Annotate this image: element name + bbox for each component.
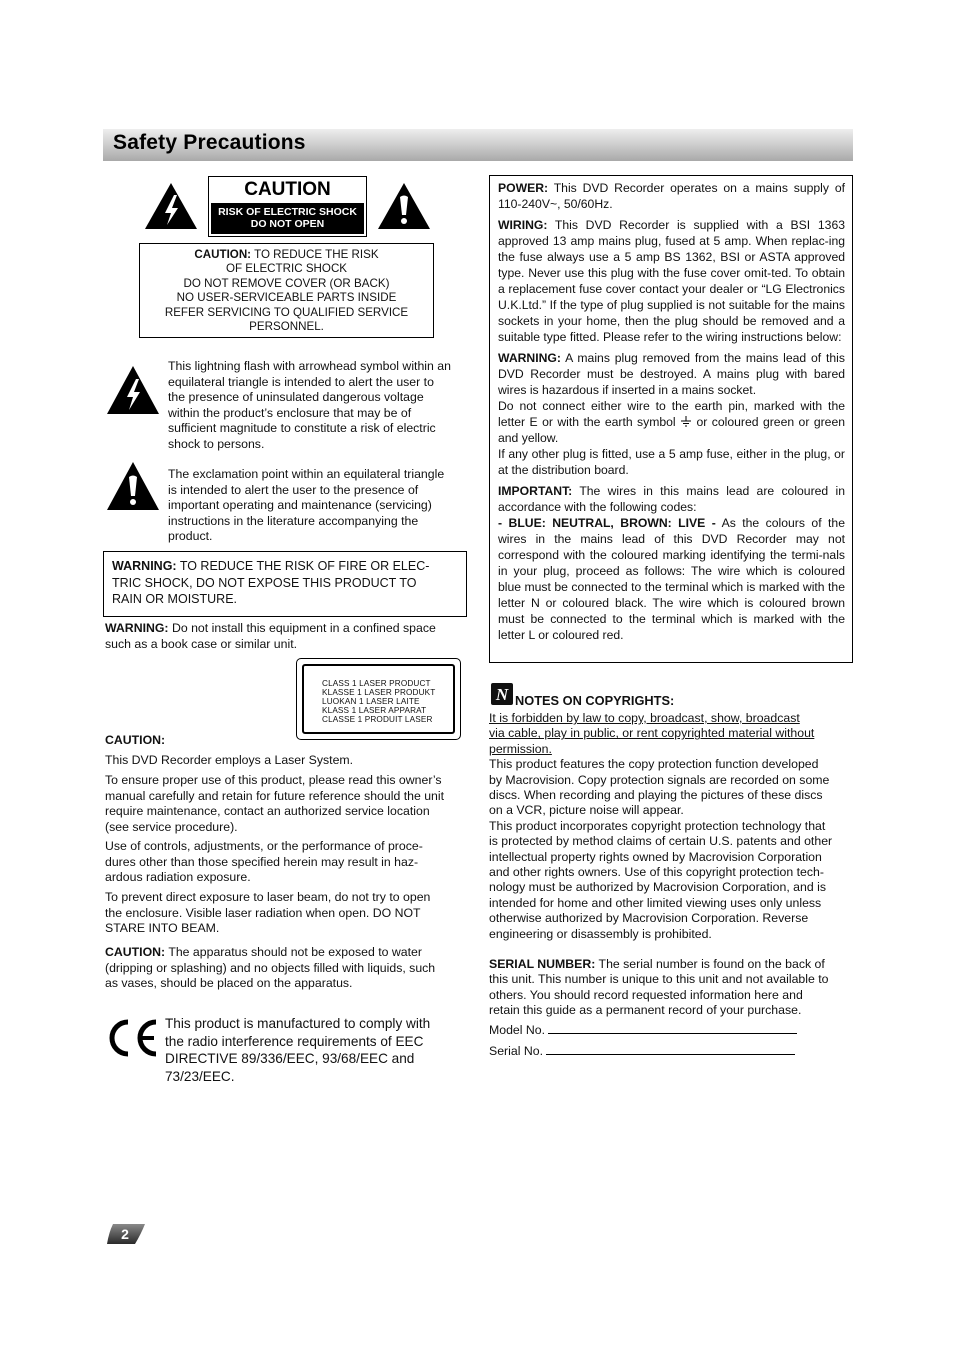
text-line: and other rights owners. Use of this copyright protection tech-: [489, 865, 824, 880]
copyright-heading: NOTES ON COPYRIGHTS:: [515, 693, 675, 708]
caution-label-title: CAUTION: [244, 179, 331, 200]
page-number-badge: [105, 1222, 146, 1246]
text-line: engineering or disassembly is prohibited.: [489, 926, 712, 941]
serial-number-section: [489, 957, 854, 1019]
laser-label-line: KLASSE 1 LASER PRODUKT: [322, 688, 436, 697]
warning-box: [103, 551, 467, 617]
text-line: the presence of uninsulated dangerous voltage: [168, 390, 424, 405]
text-line: otherwise authorized by Macrovision Corporation. Reverse: [489, 911, 809, 926]
caution-box-line3: DO NOT REMOVE COVER (OR BACK): [183, 276, 390, 290]
text-line: by Macrovision. Copy protection signals are recorded on some: [489, 772, 830, 787]
caution-label-subtitle: [211, 203, 364, 234]
mains-warning-lead: WARNING:: [498, 351, 561, 365]
caution-box: [139, 243, 434, 338]
text-line: (see service procedure).: [105, 819, 238, 834]
text-line: on a VCR, picture noise will appear.: [489, 803, 684, 818]
text-line: To ensure proper use of this product, please read this owner’s: [105, 773, 442, 787]
text-line: is protected by method claims of certain U.S. patents and other: [489, 834, 833, 849]
caution-label-line1: RISK OF ELECTRIC SHOCK: [218, 206, 357, 218]
text-line: 73/23/EEC.: [165, 1068, 235, 1084]
caution-laser-p3: [105, 839, 470, 886]
model-number-field[interactable]: [548, 1022, 797, 1034]
model-number-label: Model No.: [489, 1023, 546, 1037]
caution-box-lead: CAUTION:: [194, 248, 252, 261]
earth-text-b: or coloured green or green and yellow.: [498, 415, 845, 445]
mains-warning-text: A mains plug removed from the mains lead of this DVD Recorder must be destroyed. A mains plug with bared wires is hazardous if inserted in a mains socket.: [498, 351, 845, 397]
text-line: DIRECTIVE 89/336/EEC, 93/68/EEC and: [165, 1051, 415, 1066]
text-line: dures other than those specified herein may result in haz-: [105, 854, 419, 869]
power-paragraph: [498, 180, 845, 212]
text-line: intellectual property rights owned by Macrovision Corporation: [489, 849, 822, 864]
wiring-text: This DVD Recorder is supplied with a BSI 1363 approved 13 amp mains plug, fused at 5 amp. When replac-ing the fuse always use a 5 amp BS 1362, BSI or ASTA approved type. Never use this plug with the fuse cover omit-ted. To obtain a replacement fuse cover contact your dealer or “LG Electronics U.K.Ltd.” If the type of plug supplied is not suitable for the mains sockets in your home, then the plug should be removed and a suitable type fitted. Please refer to the wiring instructions below:: [498, 218, 845, 344]
caution-box-line4: NO USER-SERVICEABLE PARTS INSIDE: [176, 291, 397, 305]
page-number: 2: [121, 1226, 129, 1242]
caution-water-lead: CAUTION:: [105, 945, 166, 959]
power-text: This DVD Recorder operates on a mains supply of 110-240V~, 50/60Hz.: [498, 181, 845, 211]
important-text: The wires in this mains lead are coloured in accordance with the following codes:: [498, 484, 845, 514]
note-icon: [491, 683, 513, 705]
caution-label-line2: DO NOT OPEN: [250, 218, 325, 230]
text-line: It is forbidden by law to copy, broadcast, show, broadcast: [489, 711, 800, 725]
warning-box-lead: WARNING:: [112, 559, 177, 573]
lightning-warning-icon: [143, 181, 199, 231]
text-line: is intended to alert the user to the presence of: [168, 482, 419, 497]
caution-box-line6: PERSONNEL.: [249, 320, 324, 334]
model-number-row: [489, 1022, 797, 1038]
text-line: important operating and maintenance (servicing): [168, 498, 432, 513]
wiring-paragraph: [498, 217, 845, 345]
note-icon-letter: N: [495, 685, 509, 704]
caution-laser-p2: [105, 773, 470, 835]
laser-label-line: CLASSE 1 PRODUIT LASER: [322, 715, 433, 724]
warning-box-line1: TO REDUCE THE RISK OF FIRE OR ELEC-: [176, 559, 430, 573]
earth-text-a: Do not connect either wire to the earth pin, marked with the letter E or with the earth symbol: [498, 399, 845, 429]
text-line: The exclamation point within an equilateral triangle: [168, 467, 445, 481]
serial-number-field[interactable]: [546, 1043, 795, 1055]
text-line: This product features the copy protection function developed: [489, 757, 819, 772]
power-lead: POWER:: [498, 181, 549, 195]
caution-laser-p4: [105, 890, 470, 937]
mains-warning-paragraph: [498, 350, 845, 398]
text-line: To prevent direct exposure to laser beam, do not try to open: [105, 890, 431, 904]
caution-laser-heading: CAUTION:: [105, 733, 166, 747]
mains-supply-box: [489, 175, 853, 663]
laser-label-line: CLASS 1 LASER PRODUCT: [322, 679, 431, 688]
warning-install: [105, 621, 470, 652]
wire-codes-paragraph: [498, 515, 845, 643]
ce-compliance-text: [165, 1015, 465, 1085]
lightning-symbol-text: [168, 359, 468, 453]
ce-mark-icon: [104, 1016, 160, 1060]
fuse-paragraph: If any other plug is fitted, use a 5 amp fuse, either in the plug, or at the distribution board.: [498, 447, 845, 477]
copyright-notice: [489, 711, 854, 942]
text-line: sufficient magnitude to constitute a risk of electric: [168, 421, 436, 436]
serial-line2: this unit. This number is unique to this unit and not available to: [489, 972, 829, 987]
laser-label-line: LUOKAN 1 LASER LAITE: [322, 697, 420, 706]
serial-line1: The serial number is found on the back of: [595, 957, 825, 971]
important-paragraph: [498, 483, 845, 515]
text-line: via cable, play in public, or rent copyrighted material without: [489, 726, 815, 741]
text-line: Use of controls, adjustments, or the performance of proce-: [105, 839, 423, 853]
text-line: STARE INTO BEAM.: [105, 921, 220, 936]
text-line: ardous radiation exposure.: [105, 870, 251, 885]
page-title: Safety Precautions: [113, 131, 306, 154]
laser-product-label: [296, 658, 461, 740]
warning-install-line1: Do not install this equipment in a confined space: [168, 621, 436, 635]
caution-laser-p1: This DVD Recorder employs a Laser System.: [105, 753, 354, 767]
exclamation-warning-icon: [376, 181, 432, 231]
text-line: This lightning flash with arrowhead symbol within an: [168, 359, 451, 373]
serial-number-label: Serial No.: [489, 1044, 543, 1058]
caution-water: [105, 945, 470, 992]
exclamation-symbol-text: [168, 467, 468, 545]
text-line: permission.: [489, 741, 552, 756]
important-lead: IMPORTANT:: [498, 484, 573, 498]
warning-box-line2: TRIC SHOCK, DO NOT EXPOSE THIS PRODUCT TO: [112, 575, 417, 590]
wire-codes-text: As the colours of the wires in the mains lead of this DVD Recorder may not correspond with the coloured marking identifying the termi-nals in your plug, proceed as follows: The wire which is coloured blue must be connected to the terminal which is marked with the letter N or coloured black. The wire which is coloured brown must be connected to the terminal which is marked with the letter L or coloured red.: [498, 516, 845, 642]
laser-label-line: KLASS 1 LASER APPARAT: [322, 706, 427, 715]
text-line: nology must be authorized by Macrovision Corporation, and is: [489, 880, 826, 895]
serial-line3: others. You should record requested information here and: [489, 987, 803, 1002]
warning-box-line3: RAIN OR MOISTURE.: [112, 592, 238, 606]
caution-box-line1: TO REDUCE THE RISK: [251, 248, 379, 261]
text-line: This product incorporates copyright protection technology that: [489, 818, 826, 833]
earth-symbol-icon: [680, 416, 692, 427]
wiring-lead: WIRING:: [498, 218, 548, 232]
warning-install-lead: WARNING:: [105, 621, 169, 635]
exclamation-symbol-icon: [105, 460, 161, 512]
text-line: product.: [168, 529, 213, 544]
text-line: within the product’s enclosure that may be of: [168, 405, 412, 420]
text-line: equilateral triangle is intended to alert the user to: [168, 374, 434, 389]
serial-lead: SERIAL NUMBER:: [489, 957, 596, 971]
serial-line4: retain this guide as a permanent record of your purchase.: [489, 1003, 802, 1018]
caution-water-line3: as vases, should be placed on the apparatus.: [105, 976, 353, 991]
text-line: the enclosure. Visible laser radiation when open. DO NOT: [105, 905, 421, 920]
text-line: intended for home and other limited viewing uses only unless: [489, 895, 822, 910]
caution-box-line2: OF ELECTRIC SHOCK: [225, 262, 348, 276]
serial-number-row: [489, 1043, 795, 1059]
text-line: This product is manufactured to comply with: [165, 1016, 431, 1031]
laser-product-label-inner: [302, 664, 455, 734]
text-line: discs. When recording and playing the pictures of these discs: [489, 788, 823, 803]
text-line: manual carefully and retain for future reference should the unit: [105, 788, 445, 803]
warning-install-line2: such as a book case or similar unit.: [105, 636, 298, 651]
earth-paragraph: [498, 398, 845, 446]
text-line: instructions in the literature accompanying the: [168, 513, 419, 528]
caution-water-line1: The apparatus should not be exposed to water: [165, 945, 422, 959]
caution-water-line2: (dripping or splashing) and no objects filled with liquids, such: [105, 960, 436, 975]
text-line: the radio interference requirements of EEC: [165, 1033, 424, 1049]
caution-box-line5: REFER SERVICING TO QUALIFIED SERVICE: [164, 305, 409, 319]
lightning-symbol-icon: [105, 364, 161, 416]
text-line: require maintenance, contact an authorized service location: [105, 804, 430, 819]
wire-codes-lead: - BLUE: NEUTRAL, BROWN: LIVE -: [498, 516, 716, 530]
caution-label: [208, 176, 367, 237]
text-line: shock to persons.: [168, 436, 265, 451]
